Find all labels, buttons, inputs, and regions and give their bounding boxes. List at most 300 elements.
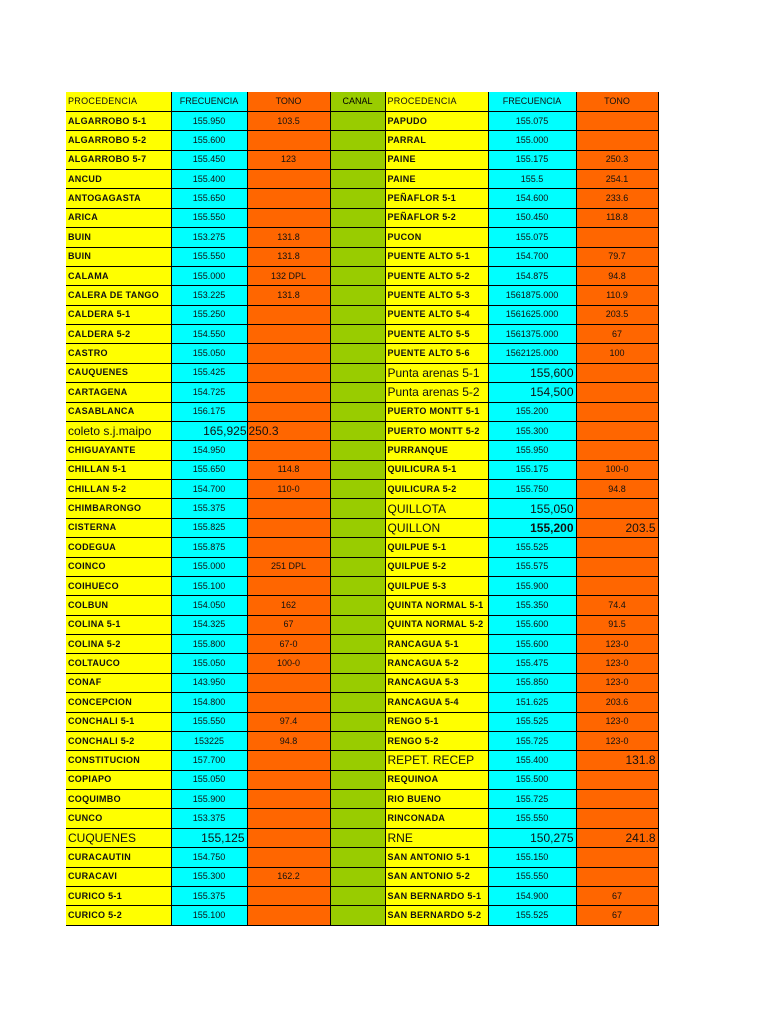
canal-cell bbox=[330, 576, 385, 595]
canal-cell bbox=[330, 402, 385, 421]
procedencia-cell: CAUQUENES bbox=[66, 363, 171, 382]
header-tono-2: TONO bbox=[576, 92, 658, 111]
frecuencia-cell: 155.175 bbox=[488, 460, 576, 479]
frecuencia-cell: 155.400 bbox=[171, 170, 247, 189]
tono-cell: 250.3 bbox=[247, 421, 330, 440]
frecuencia-cell: 154.875 bbox=[488, 266, 576, 285]
frecuencia-cell: 155.950 bbox=[171, 111, 247, 130]
frecuencia-cell: 155.300 bbox=[488, 421, 576, 440]
tono-cell bbox=[247, 576, 330, 595]
procedencia-cell: PUENTE ALTO 5-5 bbox=[385, 325, 488, 344]
tono-cell: 110.9 bbox=[576, 286, 658, 305]
frecuencia-cell: 155.850 bbox=[488, 673, 576, 692]
tono-cell bbox=[576, 790, 658, 809]
table-row bbox=[66, 208, 658, 227]
frecuencia-cell: 154.600 bbox=[488, 189, 576, 208]
canal-cell bbox=[330, 111, 385, 130]
tono-cell bbox=[247, 189, 330, 208]
frecuencia-cell: 155.000 bbox=[171, 266, 247, 285]
frecuencia-cell: 150,275 bbox=[488, 828, 576, 847]
tono-cell bbox=[247, 809, 330, 828]
procedencia-cell: PUCON bbox=[385, 228, 488, 247]
table-row bbox=[66, 576, 658, 595]
frecuencia-cell: 155.550 bbox=[171, 712, 247, 731]
tono-cell: 94.8 bbox=[247, 731, 330, 750]
table-row bbox=[66, 790, 658, 809]
tono-cell bbox=[576, 441, 658, 460]
tono-cell: 123-0 bbox=[576, 635, 658, 654]
frecuencia-cell: 154.700 bbox=[171, 480, 247, 499]
procedencia-cell: COLINA 5-2 bbox=[66, 635, 171, 654]
frecuencia-cell: 155.050 bbox=[171, 654, 247, 673]
frecuencia-cell: 1561875.000 bbox=[488, 286, 576, 305]
procedencia-cell: REQUINOA bbox=[385, 770, 488, 789]
table-row bbox=[66, 363, 658, 382]
canal-cell bbox=[330, 189, 385, 208]
tono-cell: 67 bbox=[576, 886, 658, 905]
table-row bbox=[66, 712, 658, 731]
frecuencia-cell: 155.650 bbox=[171, 189, 247, 208]
tono-cell bbox=[247, 770, 330, 789]
tono-cell bbox=[576, 809, 658, 828]
procedencia-cell: coleto s.j.maipo bbox=[66, 421, 171, 440]
frecuencia-cell: 155.525 bbox=[488, 712, 576, 731]
tono-cell: 91.5 bbox=[576, 615, 658, 634]
frecuencia-cell: 155.725 bbox=[488, 790, 576, 809]
table-row bbox=[66, 518, 658, 537]
procedencia-cell: CHIMBARONGO bbox=[66, 499, 171, 518]
canal-cell bbox=[330, 770, 385, 789]
procedencia-cell: PUENTE ALTO 5-4 bbox=[385, 305, 488, 324]
tono-cell bbox=[576, 111, 658, 130]
tono-cell bbox=[247, 402, 330, 421]
tono-cell: 251 DPL bbox=[247, 557, 330, 576]
procedencia-cell: CALDERA 5-1 bbox=[66, 305, 171, 324]
tono-cell bbox=[247, 325, 330, 344]
tono-cell: 100 bbox=[576, 344, 658, 363]
tono-cell: 131.8 bbox=[576, 751, 658, 770]
tono-cell bbox=[576, 402, 658, 421]
canal-cell bbox=[330, 363, 385, 382]
tono-cell bbox=[576, 383, 658, 402]
tono-cell bbox=[247, 208, 330, 227]
canal-cell bbox=[330, 441, 385, 460]
tono-cell: 123-0 bbox=[576, 731, 658, 750]
procedencia-cell: RNE bbox=[385, 828, 488, 847]
frecuencia-cell: 155.250 bbox=[171, 305, 247, 324]
frequency-table bbox=[66, 92, 659, 926]
frecuencia-cell: 155.375 bbox=[171, 499, 247, 518]
procedencia-cell: QUILPUE 5-2 bbox=[385, 557, 488, 576]
frecuencia-cell: 155.000 bbox=[488, 131, 576, 150]
canal-cell bbox=[330, 809, 385, 828]
canal-cell bbox=[330, 751, 385, 770]
tono-cell bbox=[576, 848, 658, 867]
frecuencia-cell: 155.450 bbox=[171, 150, 247, 169]
tono-cell bbox=[247, 305, 330, 324]
tono-cell: 203.5 bbox=[576, 305, 658, 324]
procedencia-cell: COIHUECO bbox=[66, 576, 171, 595]
procedencia-cell: PUENTE ALTO 5-3 bbox=[385, 286, 488, 305]
frecuencia-cell: 1561375.000 bbox=[488, 325, 576, 344]
canal-cell bbox=[330, 421, 385, 440]
tono-cell: 103.5 bbox=[247, 111, 330, 130]
tono-cell: 233.6 bbox=[576, 189, 658, 208]
table-row bbox=[66, 266, 658, 285]
canal-cell bbox=[330, 848, 385, 867]
canal-cell bbox=[330, 480, 385, 499]
tono-cell bbox=[247, 441, 330, 460]
canal-cell bbox=[330, 867, 385, 886]
table-row bbox=[66, 286, 658, 305]
table-row bbox=[66, 693, 658, 712]
procedencia-cell: QUINTA NORMAL 5-2 bbox=[385, 615, 488, 634]
canal-cell bbox=[330, 208, 385, 227]
procedencia-cell: CONAF bbox=[66, 673, 171, 692]
frecuencia-cell: 155.100 bbox=[171, 906, 247, 925]
canal-cell bbox=[330, 712, 385, 731]
table-row bbox=[66, 828, 658, 847]
header-canal: CANAL bbox=[330, 92, 385, 111]
procedencia-cell: CUQUENES bbox=[66, 828, 171, 847]
frecuencia-cell: 153.225 bbox=[171, 286, 247, 305]
table-row bbox=[66, 441, 658, 460]
table-row bbox=[66, 557, 658, 576]
tono-cell bbox=[247, 848, 330, 867]
tono-cell: 74.4 bbox=[576, 596, 658, 615]
frecuencia-cell: 155.350 bbox=[488, 596, 576, 615]
canal-cell bbox=[330, 693, 385, 712]
procedencia-cell: CONCEPCION bbox=[66, 693, 171, 712]
tono-cell bbox=[247, 518, 330, 537]
tono-cell: 114.8 bbox=[247, 460, 330, 479]
tono-cell bbox=[576, 363, 658, 382]
procedencia-cell: COPIAPO bbox=[66, 770, 171, 789]
table-row bbox=[66, 848, 658, 867]
procedencia-cell: CURACAUTIN bbox=[66, 848, 171, 867]
table-row bbox=[66, 402, 658, 421]
table-row bbox=[66, 344, 658, 363]
canal-cell bbox=[330, 828, 385, 847]
frecuencia-cell: 155.725 bbox=[488, 731, 576, 750]
procedencia-cell: ALGARROBO 5-7 bbox=[66, 150, 171, 169]
table-row bbox=[66, 770, 658, 789]
procedencia-cell: PAPUDO bbox=[385, 111, 488, 130]
table-row bbox=[66, 809, 658, 828]
frecuencia-cell: 154.800 bbox=[171, 693, 247, 712]
procedencia-cell: ALGARROBO 5-1 bbox=[66, 111, 171, 130]
frecuencia-cell: 155.900 bbox=[488, 576, 576, 595]
tono-cell: 131.8 bbox=[247, 286, 330, 305]
procedencia-cell: CODEGUA bbox=[66, 538, 171, 557]
procedencia-cell: BUIN bbox=[66, 228, 171, 247]
procedencia-cell: Punta arenas 5-1 bbox=[385, 363, 488, 382]
table-row bbox=[66, 189, 658, 208]
procedencia-cell: QUILPUE 5-1 bbox=[385, 538, 488, 557]
frecuencia-cell: 155.550 bbox=[171, 247, 247, 266]
canal-cell bbox=[330, 150, 385, 169]
frecuencia-cell: 155.525 bbox=[488, 906, 576, 925]
table-row bbox=[66, 886, 658, 905]
canal-cell bbox=[330, 635, 385, 654]
tono-cell bbox=[247, 886, 330, 905]
header-row bbox=[66, 92, 658, 111]
tono-cell bbox=[247, 363, 330, 382]
procedencia-cell: CURICO 5-1 bbox=[66, 886, 171, 905]
frecuencia-cell: 155.050 bbox=[171, 344, 247, 363]
procedencia-cell: PUENTE ALTO 5-2 bbox=[385, 266, 488, 285]
procedencia-cell: RIO BUENO bbox=[385, 790, 488, 809]
tono-cell: 67-0 bbox=[247, 635, 330, 654]
canal-cell bbox=[330, 731, 385, 750]
frecuencia-cell: 150.450 bbox=[488, 208, 576, 227]
table-row bbox=[66, 615, 658, 634]
table-row bbox=[66, 635, 658, 654]
frecuencia-cell: 154.700 bbox=[488, 247, 576, 266]
frecuencia-cell: 155.750 bbox=[488, 480, 576, 499]
canal-cell bbox=[330, 499, 385, 518]
frecuencia-cell: 155.475 bbox=[488, 654, 576, 673]
header-tono: TONO bbox=[247, 92, 330, 111]
tono-cell bbox=[247, 538, 330, 557]
procedencia-cell: PUERTO MONTT 5-1 bbox=[385, 402, 488, 421]
tono-cell: 250.3 bbox=[576, 150, 658, 169]
frecuencia-cell: 155,600 bbox=[488, 363, 576, 382]
frecuencia-cell: 155.800 bbox=[171, 635, 247, 654]
frecuencia-cell: 155.400 bbox=[488, 751, 576, 770]
header-procedencia-2: PROCEDENCIA bbox=[385, 92, 488, 111]
procedencia-cell: PURRANQUE bbox=[385, 441, 488, 460]
procedencia-cell: PUENTE ALTO 5-6 bbox=[385, 344, 488, 363]
canal-cell bbox=[330, 557, 385, 576]
canal-cell bbox=[330, 538, 385, 557]
canal-cell bbox=[330, 518, 385, 537]
tono-cell bbox=[576, 576, 658, 595]
tono-cell bbox=[576, 131, 658, 150]
procedencia-cell: CHIGUAYANTE bbox=[66, 441, 171, 460]
frecuencia-cell: 154.950 bbox=[171, 441, 247, 460]
frecuencia-cell: 155.600 bbox=[171, 131, 247, 150]
canal-cell bbox=[330, 131, 385, 150]
procedencia-cell: QUINTA NORMAL 5-1 bbox=[385, 596, 488, 615]
procedencia-cell: CALDERA 5-2 bbox=[66, 325, 171, 344]
procedencia-cell: CHILLAN 5-2 bbox=[66, 480, 171, 499]
tono-cell bbox=[247, 344, 330, 363]
frecuencia-cell: 151.625 bbox=[488, 693, 576, 712]
frecuencia-cell: 155.550 bbox=[488, 809, 576, 828]
frecuencia-cell: 155.175 bbox=[488, 150, 576, 169]
procedencia-cell: CISTERNA bbox=[66, 518, 171, 537]
procedencia-cell: CALAMA bbox=[66, 266, 171, 285]
table-row bbox=[66, 731, 658, 750]
table-row bbox=[66, 305, 658, 324]
tono-cell bbox=[247, 790, 330, 809]
procedencia-cell: CASTRO bbox=[66, 344, 171, 363]
tono-cell: 203.5 bbox=[576, 518, 658, 537]
frecuencia-cell: 155.650 bbox=[171, 460, 247, 479]
procedencia-cell: ANCUD bbox=[66, 170, 171, 189]
procedencia-cell: COQUIMBO bbox=[66, 790, 171, 809]
tono-cell bbox=[576, 228, 658, 247]
procedencia-cell: REPET. RECEP bbox=[385, 751, 488, 770]
table-row bbox=[66, 499, 658, 518]
procedencia-cell: ARICA bbox=[66, 208, 171, 227]
procedencia-cell: RANCAGUA 5-3 bbox=[385, 673, 488, 692]
canal-cell bbox=[330, 460, 385, 479]
canal-cell bbox=[330, 344, 385, 363]
canal-cell bbox=[330, 266, 385, 285]
procedencia-cell: CONCHALI 5-2 bbox=[66, 731, 171, 750]
frecuencia-cell: 155.375 bbox=[171, 886, 247, 905]
procedencia-cell: QUILLON bbox=[385, 518, 488, 537]
frecuencia-cell: 155.100 bbox=[171, 576, 247, 595]
tono-cell: 118.8 bbox=[576, 208, 658, 227]
tono-cell bbox=[247, 170, 330, 189]
procedencia-cell: CUNCO bbox=[66, 809, 171, 828]
header-procedencia: PROCEDENCIA bbox=[66, 92, 171, 111]
tono-cell: 162.2 bbox=[247, 867, 330, 886]
frecuencia-cell: 156.175 bbox=[171, 402, 247, 421]
table-row bbox=[66, 654, 658, 673]
procedencia-cell: COLINA 5-1 bbox=[66, 615, 171, 634]
tono-cell bbox=[576, 421, 658, 440]
frecuencia-cell: 155.300 bbox=[171, 867, 247, 886]
frecuencia-cell: 165,925 bbox=[171, 421, 247, 440]
canal-cell bbox=[330, 596, 385, 615]
frecuencia-cell: 154,500 bbox=[488, 383, 576, 402]
frecuencia-cell: 1561625.000 bbox=[488, 305, 576, 324]
procedencia-cell: CARTAGENA bbox=[66, 383, 171, 402]
frecuencia-cell: 154.325 bbox=[171, 615, 247, 634]
frecuencia-cell: 155,050 bbox=[488, 499, 576, 518]
frecuencia-cell: 153225 bbox=[171, 731, 247, 750]
procedencia-cell: PUENTE ALTO 5-1 bbox=[385, 247, 488, 266]
procedencia-cell: QUILPUE 5-3 bbox=[385, 576, 488, 595]
frecuencia-cell: 154.900 bbox=[488, 886, 576, 905]
canal-cell bbox=[330, 615, 385, 634]
table-row bbox=[66, 460, 658, 479]
frecuencia-cell: 155.000 bbox=[171, 557, 247, 576]
tono-cell: 162 bbox=[247, 596, 330, 615]
procedencia-cell: QUILLOTA bbox=[385, 499, 488, 518]
tono-cell: 123-0 bbox=[576, 673, 658, 692]
procedencia-cell: PEÑAFLOR 5-2 bbox=[385, 208, 488, 227]
frecuencia-cell: 155.550 bbox=[171, 208, 247, 227]
procedencia-cell: RENGO 5-2 bbox=[385, 731, 488, 750]
frecuencia-cell: 154.725 bbox=[171, 383, 247, 402]
frecuencia-cell: 154.550 bbox=[171, 325, 247, 344]
procedencia-cell: RANCAGUA 5-2 bbox=[385, 654, 488, 673]
frecuencia-cell: 155.050 bbox=[171, 770, 247, 789]
frecuencia-cell: 155.200 bbox=[488, 402, 576, 421]
frecuencia-cell: 1562125.000 bbox=[488, 344, 576, 363]
procedencia-cell: RANCAGUA 5-4 bbox=[385, 693, 488, 712]
procedencia-cell: PAINE bbox=[385, 150, 488, 169]
tono-cell: 100-0 bbox=[576, 460, 658, 479]
tono-cell: 131.8 bbox=[247, 247, 330, 266]
canal-cell bbox=[330, 228, 385, 247]
tono-cell bbox=[576, 770, 658, 789]
procedencia-cell: Punta arenas 5-2 bbox=[385, 383, 488, 402]
frecuencia-cell: 155.500 bbox=[488, 770, 576, 789]
procedencia-cell: RANCAGUA 5-1 bbox=[385, 635, 488, 654]
table-row bbox=[66, 170, 658, 189]
tono-cell bbox=[247, 499, 330, 518]
tono-cell: 132 DPL bbox=[247, 266, 330, 285]
tono-cell bbox=[247, 383, 330, 402]
tono-cell: 79.7 bbox=[576, 247, 658, 266]
procedencia-cell: ANTOGAGASTA bbox=[66, 189, 171, 208]
tono-cell bbox=[247, 673, 330, 692]
table-row bbox=[66, 228, 658, 247]
procedencia-cell: CURACAVI bbox=[66, 867, 171, 886]
procedencia-cell: RINCONADA bbox=[385, 809, 488, 828]
frecuencia-cell: 155.550 bbox=[488, 867, 576, 886]
table-row bbox=[66, 131, 658, 150]
procedencia-cell: RENGO 5-1 bbox=[385, 712, 488, 731]
procedencia-cell: ALGARROBO 5-2 bbox=[66, 131, 171, 150]
procedencia-cell: CHILLAN 5-1 bbox=[66, 460, 171, 479]
tono-cell bbox=[247, 906, 330, 925]
canal-cell bbox=[330, 906, 385, 925]
frecuencia-cell: 155.575 bbox=[488, 557, 576, 576]
tono-cell bbox=[576, 557, 658, 576]
canal-cell bbox=[330, 790, 385, 809]
procedencia-cell: SAN BERNARDO 5-1 bbox=[385, 886, 488, 905]
tono-cell: 131.8 bbox=[247, 228, 330, 247]
table-row bbox=[66, 867, 658, 886]
table-row bbox=[66, 596, 658, 615]
canal-cell bbox=[330, 383, 385, 402]
tono-cell: 100-0 bbox=[247, 654, 330, 673]
frecuencia-cell: 155.425 bbox=[171, 363, 247, 382]
canal-cell bbox=[330, 886, 385, 905]
tono-cell: 94.8 bbox=[576, 480, 658, 499]
header-frecuencia: FRECUENCIA bbox=[171, 92, 247, 111]
frecuencia-cell: 153.375 bbox=[171, 809, 247, 828]
frecuencia-cell: 155.075 bbox=[488, 228, 576, 247]
procedencia-cell: PAINE bbox=[385, 170, 488, 189]
frecuencia-cell: 154.050 bbox=[171, 596, 247, 615]
frecuencia-cell: 155.600 bbox=[488, 635, 576, 654]
canal-cell bbox=[330, 286, 385, 305]
tono-cell: 241.8 bbox=[576, 828, 658, 847]
table-row bbox=[66, 325, 658, 344]
tono-cell: 67 bbox=[576, 906, 658, 925]
frecuencia-cell: 155,200 bbox=[488, 518, 576, 537]
tono-cell: 254.1 bbox=[576, 170, 658, 189]
procedencia-cell: CONSTITUCION bbox=[66, 751, 171, 770]
tono-cell: 203.6 bbox=[576, 693, 658, 712]
procedencia-cell: SAN ANTONIO 5-2 bbox=[385, 867, 488, 886]
frecuencia-cell: 155.825 bbox=[171, 518, 247, 537]
procedencia-cell: PARRAL bbox=[385, 131, 488, 150]
tono-cell: 123 bbox=[247, 150, 330, 169]
table-row bbox=[66, 538, 658, 557]
frecuencia-cell: 155.150 bbox=[488, 848, 576, 867]
frecuencia-cell: 155.875 bbox=[171, 538, 247, 557]
tono-cell: 97.4 bbox=[247, 712, 330, 731]
canal-cell bbox=[330, 654, 385, 673]
canal-cell bbox=[330, 673, 385, 692]
frecuencia-cell: 154.750 bbox=[171, 848, 247, 867]
frecuencia-cell: 155.600 bbox=[488, 615, 576, 634]
canal-cell bbox=[330, 305, 385, 324]
table-row bbox=[66, 906, 658, 925]
canal-cell bbox=[330, 325, 385, 344]
tono-cell bbox=[576, 538, 658, 557]
frecuencia-cell: 155.950 bbox=[488, 441, 576, 460]
